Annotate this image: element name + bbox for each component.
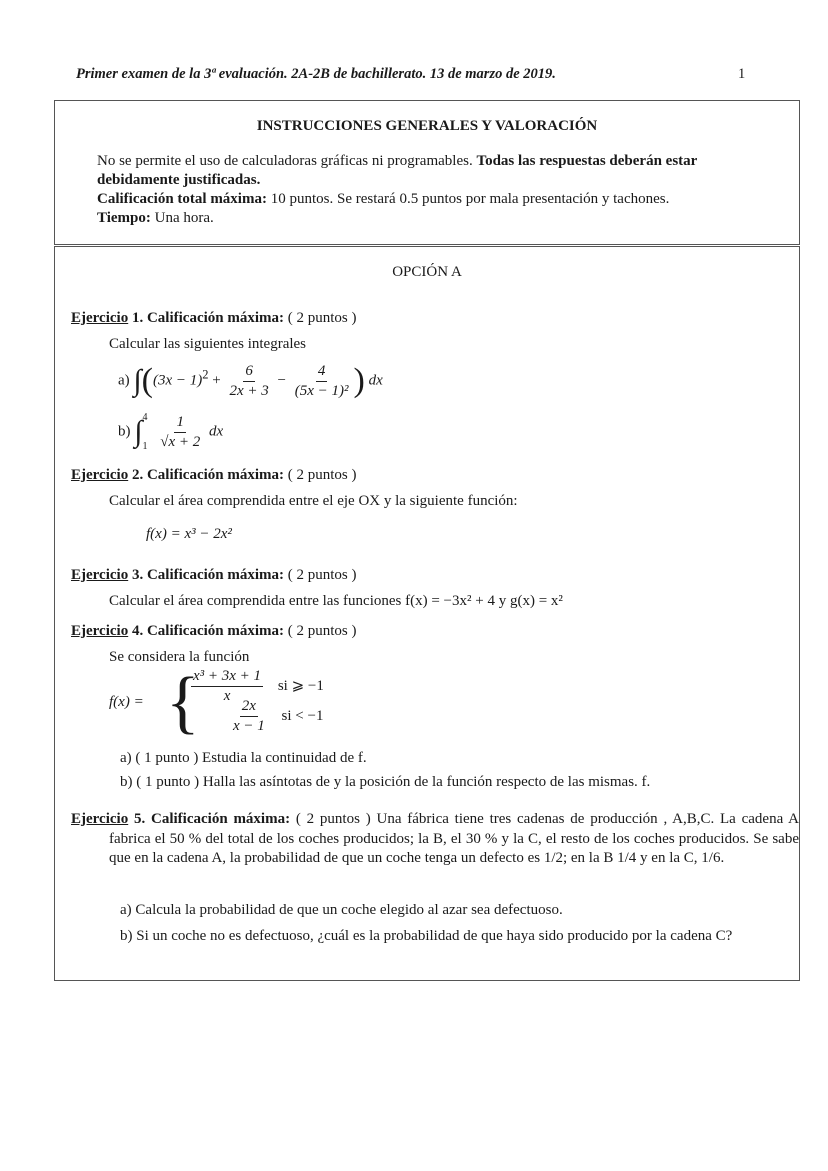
exercise-points: ( 2 puntos )	[287, 310, 357, 326]
exercise-points: ( 2 puntos )	[287, 567, 357, 583]
exercise-word: Ejercicio	[71, 567, 129, 583]
item-label: b)	[120, 928, 133, 944]
term: (3x − 1)	[152, 372, 203, 389]
exercise-word: Ejercicio	[71, 811, 129, 827]
instructions-line: No se permite el uso de calculadoras gráficas ni programables.	[97, 153, 473, 169]
piece-2	[228, 698, 323, 735]
paren: )	[353, 362, 365, 399]
exercise-2-formula: f(x) = x³ − 2x²	[146, 526, 232, 542]
denominator: 2x + 3	[229, 382, 269, 399]
piecewise-fx: f(x) =	[109, 694, 144, 710]
page-header: Primer examen de la 3ª evaluación. 2A-2B de bachillerato. 13 de marzo de 2019.	[76, 66, 556, 82]
instructions-text	[97, 152, 757, 228]
op: +	[212, 372, 221, 389]
exercise-2-text: Calcular el área comprendida entre el eje OX y la siguiente función:	[109, 493, 518, 509]
exercise-3-heading	[71, 567, 357, 584]
exercise-1-heading	[71, 310, 357, 327]
exercise-5-text: Una fábrica tiene tres cadenas de producción , A,B,C. La cadena A fabrica el 50 % del total de los coches producidos; la B, el 30 % y la C, el resto de los coches producidos. Se sabe que en la cadena A, la probabilidad de que un coche tenga un defecto es 1/2; en la B 1/4 y en la C, 1/6.	[109, 811, 800, 866]
exercise-2-heading	[71, 467, 357, 484]
condition: si ⩾ −1	[277, 677, 324, 694]
exercise-1-text: Calcular las siguientes integrales	[109, 336, 307, 352]
exercise-4-b: b) ( 1 punto ) Halla las asíntotas de y la posición de la función respecto de las mismas. f.	[120, 774, 651, 790]
op: −	[277, 372, 286, 389]
instructions-title: INSTRUCCIONES GENERALES Y VALORACIÓN	[256, 118, 598, 134]
denominator: x − 1	[233, 718, 265, 734]
fraction	[231, 698, 267, 735]
integral-sign: ∫	[133, 364, 142, 397]
exercise-5-a	[120, 902, 563, 919]
exponent: 2	[202, 367, 209, 382]
time-text: Una hora.	[154, 210, 214, 226]
fraction	[158, 414, 202, 451]
instructions-box	[54, 100, 800, 245]
numerator: 4	[316, 363, 328, 382]
numerator: 6	[243, 363, 255, 382]
instructions-bold: Todas las respuestas deberán estar debidamente justificadas.	[97, 153, 698, 188]
paren: (	[141, 362, 153, 399]
option-box	[54, 246, 800, 981]
integral-a	[118, 362, 383, 400]
limits	[142, 412, 147, 452]
page-number: 1	[738, 66, 746, 82]
exercise-label: 3. Calificación máxima:	[131, 567, 285, 583]
exercise-3-text: Calcular el área comprendida entre las funciones f(x) = −3x² + 4 y g(x) = x²	[109, 593, 563, 609]
fraction	[293, 363, 351, 400]
exercise-4-heading	[71, 623, 357, 640]
exercise-label: 2. Calificación máxima:	[131, 467, 285, 483]
exercise-word: Ejercicio	[71, 623, 129, 639]
exercise-5-b	[120, 927, 782, 946]
time-label: Tiempo:	[97, 210, 151, 226]
numerator: 2x	[240, 698, 258, 717]
exercise-points: ( 2 puntos )	[287, 623, 357, 639]
item-text: Calcula la probabilidad de que un coche elegido al azar sea defectuoso.	[135, 902, 563, 918]
grade-label: Calificación total máxima:	[97, 191, 267, 207]
item-text: Si un coche no es defectuoso, ¿cuál es la probabilidad de que haya sido producido por la cadena C?	[136, 928, 733, 944]
exercise-label: 5. Calificación máxima:	[133, 811, 291, 827]
differential: dx	[368, 372, 383, 389]
exercise-label: 4. Calificación máxima:	[131, 623, 285, 639]
differential: dx	[208, 423, 224, 440]
exercise-word: Ejercicio	[71, 467, 129, 483]
exercise-word: Ejercicio	[71, 310, 129, 326]
denominator: √x + 2	[160, 433, 201, 450]
fraction	[227, 363, 270, 400]
exercise-label: 1. Calificación máxima:	[131, 310, 285, 326]
numerator: 1	[174, 414, 186, 433]
item-label: a)	[118, 372, 130, 389]
item-label: a)	[120, 902, 132, 918]
exercise-points: ( 2 puntos )	[287, 467, 357, 483]
exercise-5	[71, 810, 799, 869]
option-title: OPCIÓN A	[392, 264, 462, 280]
denominator: (5x − 1)²	[294, 382, 349, 399]
grade-text: 10 puntos. Se restará 0.5 puntos por mala presentación y tachones.	[270, 191, 670, 207]
exercise-4-a: a) ( 1 punto ) Estudia la continuidad de f.	[120, 750, 367, 766]
item-label: b)	[118, 423, 131, 440]
exercise-points: ( 2 puntos )	[295, 811, 371, 827]
integral-sign: ∫	[134, 415, 143, 448]
numerator: x³ + 3x + 1	[191, 668, 263, 687]
integral-b	[118, 412, 223, 452]
brace: {	[166, 664, 200, 741]
denominator: x	[223, 688, 231, 704]
upper-limit: 4	[142, 412, 148, 423]
exercise-4-text: Se considera la función	[109, 649, 250, 665]
condition: si < −1	[281, 707, 324, 724]
lower-limit: 1	[142, 441, 148, 452]
